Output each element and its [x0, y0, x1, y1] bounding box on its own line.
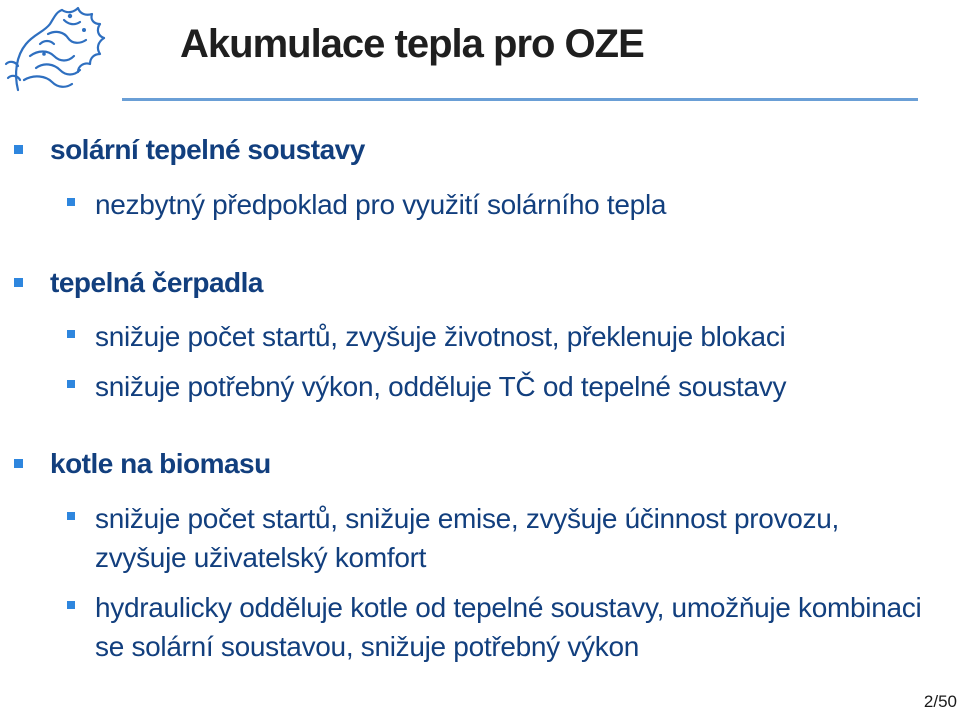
square-bullet-icon — [14, 145, 23, 154]
section-heading: solární tepelné soustavy — [50, 134, 365, 165]
square-bullet-icon — [67, 330, 75, 338]
square-bullet-icon — [14, 459, 23, 468]
square-bullet-icon — [67, 198, 75, 206]
slide-title: Akumulace tepla pro OZE — [180, 22, 644, 66]
list-item: nezbytný předpoklad pro využití solárního tepla — [95, 189, 667, 220]
square-bullet-icon — [14, 278, 23, 287]
page-number: 2/50 — [923, 692, 957, 711]
section-heading: kotle na biomasu — [50, 448, 271, 479]
square-bullet-icon — [67, 380, 75, 388]
square-bullet-icon — [67, 601, 75, 609]
list-item: snižuje potřebný výkon, odděluje TČ od tepelné soustavy — [95, 371, 787, 402]
lion-logo-icon — [4, 4, 116, 96]
square-bullet-icon — [67, 512, 75, 520]
list-item: snižuje počet startů, snižuje emise, zvyšuje účinnost provozu, zvyšuje uživatelský komfort — [95, 503, 839, 573]
title-divider — [122, 98, 918, 101]
list-item: snižuje počet startů, zvyšuje životnost, překlenuje blokaci — [95, 321, 786, 352]
list-item: hydraulicky odděluje kotle od tepelné soustavy, umožňuje kombinaci se solární soustavou, snižuje potřebný výkon — [95, 592, 922, 662]
section-heading: tepelná čerpadla — [50, 267, 263, 298]
